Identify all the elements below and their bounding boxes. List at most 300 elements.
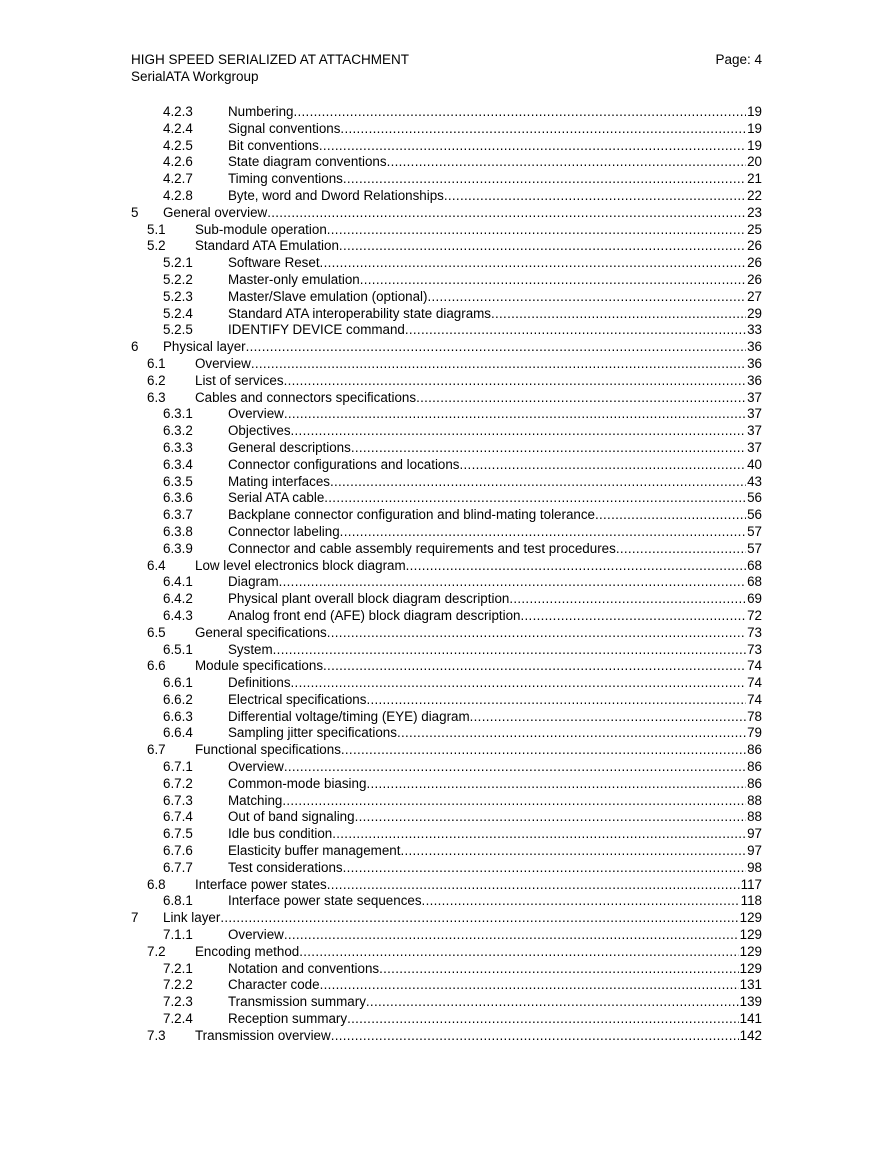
toc-entry-number: 4.2.5	[163, 137, 193, 153]
toc-entry-number: 4.2.4	[163, 120, 193, 136]
toc-entry-line	[228, 793, 762, 810]
toc-entry-page: 37	[747, 406, 762, 422]
toc-entry[interactable]	[131, 524, 762, 541]
toc-entry-line	[228, 826, 762, 843]
toc-entry-page: 21	[747, 171, 762, 187]
toc-entry-line	[228, 692, 762, 709]
toc-entry[interactable]	[131, 255, 762, 272]
toc-entry-number: 6.3.7	[163, 507, 193, 523]
toc-entry-number: 6.7.2	[163, 775, 193, 791]
toc-dot-leader	[282, 793, 746, 810]
toc-entry-page: 68	[747, 557, 762, 573]
toc-entry-line	[195, 238, 762, 255]
toc-entry-line	[195, 625, 762, 642]
toc-dot-leader	[291, 423, 747, 440]
toc-entry-title: Interface power state sequences	[228, 893, 422, 909]
toc-entry-line	[228, 423, 762, 440]
toc-entry-title: Standard ATA interoperability state diagrams	[228, 305, 491, 321]
toc-dot-leader	[366, 776, 746, 793]
toc-entry[interactable]	[131, 457, 762, 474]
toc-dot-leader	[327, 222, 746, 239]
toc-entry-line	[195, 390, 762, 407]
toc-entry-page: 37	[747, 389, 762, 405]
toc-dot-leader	[294, 104, 747, 121]
toc-entry-page: 33	[747, 322, 762, 338]
toc-dot-leader	[460, 457, 747, 474]
toc-entry[interactable]	[131, 322, 762, 339]
toc-entry-number: 6.4.2	[163, 591, 193, 607]
toc-entry-title: IDENTIFY DEVICE command	[228, 322, 405, 338]
toc-entry-title: Signal conventions	[228, 120, 341, 136]
toc-entry-number: 6.7.4	[163, 809, 193, 825]
toc-entry-number: 6.3	[147, 389, 166, 405]
toc-entry-title: Overview	[228, 406, 284, 422]
toc-entry-number: 7.2	[147, 943, 166, 959]
toc-entry[interactable]	[131, 826, 762, 843]
toc-entry-number: 6.7	[147, 742, 166, 758]
toc-entry[interactable]	[131, 188, 762, 205]
toc-entry[interactable]	[131, 759, 762, 776]
toc-entry-page: 129	[739, 960, 762, 976]
toc-entry-page: 73	[747, 641, 762, 657]
toc-entry[interactable]	[131, 238, 762, 255]
toc-entry-number: 7.3	[147, 1027, 166, 1043]
toc-entry-page: 129	[739, 910, 762, 926]
toc-entry-line	[195, 944, 762, 961]
toc-entry-page: 74	[747, 675, 762, 691]
toc-dot-leader	[470, 709, 746, 726]
toc-dot-leader	[521, 608, 747, 625]
toc-dot-leader	[323, 658, 746, 675]
toc-entry-page: 22	[747, 187, 762, 203]
toc-dot-leader	[379, 961, 739, 978]
toc-entry[interactable]	[131, 356, 762, 373]
toc-entry-title: Overview	[228, 759, 284, 775]
toc-entry-number: 6.6.3	[163, 708, 193, 724]
toc-dot-leader	[320, 977, 739, 994]
toc-entry[interactable]	[131, 658, 762, 675]
toc-dot-leader	[422, 893, 740, 910]
toc-entry[interactable]	[131, 222, 762, 239]
toc-entry-number: 5.2.5	[163, 322, 193, 338]
toc-entry-line	[195, 877, 762, 894]
toc-entry-title: Connector and cable assembly requirements and test procedures	[228, 540, 616, 556]
toc-dot-leader	[341, 742, 746, 759]
toc-entry[interactable]	[131, 692, 762, 709]
toc-entry-title: Timing conventions	[228, 171, 343, 187]
toc-entry-title: Byte, word and Dword Relationships	[228, 187, 444, 203]
toc-entry-title: Transmission overview	[195, 1027, 331, 1043]
toc-dot-leader	[343, 171, 746, 188]
toc-entry-page: 129	[739, 927, 762, 943]
toc-dot-leader	[397, 725, 746, 742]
toc-entry-number: 5.2.1	[163, 255, 193, 271]
toc-entry[interactable]	[131, 591, 762, 608]
toc-entry-number: 4.2.7	[163, 171, 193, 187]
toc-entry-line	[195, 742, 762, 759]
toc-dot-leader	[299, 944, 738, 961]
toc-entry-title: Encoding method	[195, 943, 300, 959]
toc-entry-line	[228, 1011, 762, 1028]
toc-entry-number: 6.6.4	[163, 725, 193, 741]
toc-dot-leader	[330, 474, 746, 491]
toc-entry-title: Serial ATA cable	[228, 490, 325, 506]
toc-entry-line	[195, 658, 762, 675]
page-header	[131, 51, 762, 85]
toc-entry-number: 6.3.4	[163, 456, 193, 472]
toc-dot-leader	[220, 910, 738, 927]
toc-entry[interactable]	[131, 339, 762, 356]
toc-entry-title: Overview	[228, 927, 284, 943]
toc-dot-leader	[355, 809, 747, 826]
toc-dot-leader	[406, 558, 746, 575]
toc-entry-number: 6.7.1	[163, 759, 193, 775]
toc-entry-page: 88	[747, 792, 762, 808]
toc-entry[interactable]	[131, 843, 762, 860]
toc-entry-page: 141	[739, 1011, 762, 1027]
toc-entry-number: 6.6	[147, 658, 166, 674]
toc-dot-leader	[331, 1028, 739, 1045]
toc-entry-number: 6.1	[147, 355, 166, 371]
toc-entry[interactable]	[131, 104, 762, 121]
toc-entry-title: Idle bus condition	[228, 826, 333, 842]
toc-entry-page: 56	[747, 507, 762, 523]
toc-entry-title: Connector configurations and locations	[228, 456, 460, 472]
toc-dot-leader	[284, 927, 739, 944]
toc-entry-line	[228, 860, 762, 877]
toc-entry-number: 4.2.8	[163, 187, 193, 203]
toc-entry-page: 20	[747, 154, 762, 170]
toc-entry-page: 129	[739, 943, 762, 959]
toc-entry-number: 4.2.3	[163, 104, 193, 119]
toc-entry-line	[228, 725, 762, 742]
toc-entry[interactable]	[131, 625, 762, 642]
toc-entry[interactable]	[131, 121, 762, 138]
toc-entry-page: 86	[747, 759, 762, 775]
toc-entry-title: Objectives	[228, 423, 291, 439]
toc-entry-line	[195, 356, 762, 373]
toc-entry-number: 6.4.1	[163, 574, 193, 590]
toc-dot-leader	[509, 591, 746, 608]
toc-entry[interactable]	[131, 205, 762, 222]
toc-entry-line	[228, 608, 762, 625]
document-title: HIGH SPEED SERIALIZED AT ATTACHMENT	[131, 52, 410, 67]
toc-entry-title: Backplane connector configuration and blind-mating tolerance	[228, 507, 595, 523]
toc-entry-number: 5.1	[147, 221, 166, 237]
toc-entry-title: Notation and conventions	[228, 960, 380, 976]
toc-entry[interactable]	[131, 272, 762, 289]
toc-entry-line	[195, 222, 762, 239]
toc-entry[interactable]	[131, 793, 762, 810]
toc-entry-title: Functional specifications	[195, 742, 341, 758]
toc-entry-number: 6.5	[147, 624, 166, 640]
toc-entry-line	[228, 961, 762, 978]
toc-entry-line	[163, 339, 762, 356]
toc-entry-title: Interface power states	[195, 876, 327, 892]
toc-entry-line	[228, 306, 762, 323]
toc-entry[interactable]	[131, 994, 762, 1011]
toc-dot-leader	[595, 507, 746, 524]
toc-entry-page: 73	[747, 624, 762, 640]
toc-entry[interactable]	[131, 675, 762, 692]
toc-entry[interactable]	[131, 171, 762, 188]
toc-entry-line	[228, 642, 762, 659]
toc-entry[interactable]	[131, 373, 762, 390]
toc-entry-line	[228, 154, 762, 171]
toc-entry-page: 25	[747, 221, 762, 237]
toc-dot-leader	[320, 255, 747, 272]
toc-entry-number: 6.3.3	[163, 439, 193, 455]
toc-dot-leader	[340, 121, 746, 138]
toc-entry-line	[228, 977, 762, 994]
toc-entry-title: System	[228, 641, 273, 657]
toc-entry-title: Mating interfaces	[228, 473, 330, 489]
toc-dot-leader	[360, 272, 746, 289]
toc-entry-line	[228, 927, 762, 944]
toc-dot-leader	[491, 306, 746, 323]
toc-entry[interactable]	[131, 154, 762, 171]
toc-entry-page: 86	[747, 742, 762, 758]
toc-entry-number: 5.2.2	[163, 271, 193, 287]
toc-entry[interactable]	[131, 961, 762, 978]
toc-entry-title: Master-only emulation	[228, 271, 360, 287]
toc-entry[interactable]	[131, 406, 762, 423]
toc-entry-number: 6.7.3	[163, 792, 193, 808]
toc-entry-number: 6.5.1	[163, 641, 193, 657]
toc-entry-title: Software Reset	[228, 255, 320, 271]
toc-entry-page: 117	[740, 876, 762, 892]
toc-entry-title: Master/Slave emulation (optional)	[228, 288, 428, 304]
toc-entry[interactable]	[131, 809, 762, 826]
toc-entry-line	[228, 322, 762, 339]
toc-dot-leader	[324, 490, 746, 507]
toc-entry-number: 7	[131, 910, 139, 926]
toc-dot-leader	[387, 154, 747, 171]
toc-entry-line	[228, 591, 762, 608]
toc-entry-line	[228, 171, 762, 188]
toc-dot-leader	[616, 541, 746, 558]
toc-entry-title: Transmission summary	[228, 994, 366, 1010]
toc-entry-line	[228, 121, 762, 138]
toc-entry-line	[228, 574, 762, 591]
toc-entry-page: 74	[747, 658, 762, 674]
toc-entry-page: 27	[747, 288, 762, 304]
toc-entry-number: 6.2	[147, 372, 166, 388]
toc-entry-number: 5.2.4	[163, 305, 193, 321]
toc-entry-page: 131	[739, 977, 762, 993]
toc-entry-page: 29	[747, 305, 762, 321]
toc-entry-number: 6.4	[147, 557, 166, 573]
toc-entry[interactable]	[131, 910, 762, 927]
toc-entry-page: 19	[747, 104, 762, 119]
toc-entry[interactable]	[131, 725, 762, 742]
toc-entry-number: 6.3.2	[163, 423, 193, 439]
toc-entry-title: General descriptions	[228, 439, 351, 455]
toc-entry[interactable]	[131, 440, 762, 457]
toc-entry[interactable]	[131, 574, 762, 591]
toc-entry-page: 56	[747, 490, 762, 506]
table-of-contents	[131, 104, 762, 1045]
toc-entry[interactable]	[131, 977, 762, 994]
toc-entry-title: Sub-module operation	[195, 221, 327, 237]
toc-entry-line	[163, 910, 762, 927]
toc-entry-title: Differential voltage/timing (EYE) diagram	[228, 708, 470, 724]
toc-entry-title: Standard ATA Emulation	[195, 238, 339, 254]
toc-entry-page: 139	[739, 994, 762, 1010]
toc-dot-leader	[427, 289, 746, 306]
toc-entry[interactable]	[131, 642, 762, 659]
toc-entry-line	[228, 675, 762, 692]
toc-entry-line	[195, 558, 762, 575]
toc-entry-line	[228, 843, 762, 860]
toc-entry-title: Reception summary	[228, 1011, 348, 1027]
toc-entry-page: 37	[747, 423, 762, 439]
toc-entry-line	[228, 272, 762, 289]
toc-entry[interactable]	[131, 1011, 762, 1028]
toc-entry-page: 26	[747, 238, 762, 254]
toc-entry-number: 6.4.3	[163, 607, 193, 623]
toc-entry-title: Sampling jitter specifications	[228, 725, 397, 741]
toc-entry-number: 6.7.7	[163, 859, 193, 875]
toc-entry[interactable]	[131, 608, 762, 625]
toc-entry-page: 79	[747, 725, 762, 741]
toc-dot-leader	[319, 138, 746, 155]
toc-entry-number: 5	[131, 204, 139, 220]
toc-entry[interactable]	[131, 742, 762, 759]
toc-dot-leader	[327, 877, 740, 894]
toc-entry-title: Numbering	[228, 104, 294, 119]
toc-entry-number: 6.3.8	[163, 523, 193, 539]
toc-dot-leader	[343, 860, 746, 877]
toc-entry-page: 98	[747, 859, 762, 875]
toc-entry-page: 88	[747, 809, 762, 825]
toc-entry-title: Out of band signaling	[228, 809, 355, 825]
toc-dot-leader	[284, 406, 746, 423]
header-top-row	[131, 51, 762, 68]
toc-entry-page: 97	[747, 843, 762, 859]
toc-entry-title: General overview	[163, 204, 268, 220]
toc-entry-title: Low level electronics block diagram	[195, 557, 406, 573]
toc-entry-title: Character code	[228, 977, 320, 993]
toc-entry-number: 6.6.1	[163, 675, 193, 691]
toc-entry-number: 6.7.5	[163, 826, 193, 842]
toc-entry-number: 6.3.9	[163, 540, 193, 556]
toc-entry-line	[228, 709, 762, 726]
toc-entry-title: Cables and connectors specifications	[195, 389, 417, 405]
toc-dot-leader	[405, 322, 746, 339]
toc-entry-number: 6	[131, 339, 139, 355]
toc-entry-title: Physical plant overall block diagram description	[228, 591, 510, 607]
toc-entry[interactable]	[131, 944, 762, 961]
toc-dot-leader	[327, 625, 746, 642]
toc-entry-number: 6.6.2	[163, 691, 193, 707]
toc-dot-leader	[400, 843, 746, 860]
toc-entry-page: 74	[747, 691, 762, 707]
toc-entry-page: 26	[747, 255, 762, 271]
toc-dot-leader	[339, 238, 746, 255]
toc-entry-line	[228, 406, 762, 423]
toc-entry-number: 6.8	[147, 876, 166, 892]
toc-entry[interactable]	[131, 474, 762, 491]
toc-entry-page: 118	[740, 893, 762, 909]
toc-entry-page: 97	[747, 826, 762, 842]
toc-entry-title: Analog front end (AFE) block diagram description	[228, 607, 521, 623]
toc-entry-number: 7.2.1	[163, 960, 193, 976]
toc-dot-leader	[291, 675, 747, 692]
toc-entry-number: 6.8.1	[163, 893, 193, 909]
toc-entry-number: 5.2.3	[163, 288, 193, 304]
toc-entry-page: 19	[747, 120, 762, 136]
toc-dot-leader	[279, 574, 746, 591]
toc-entry-title: State diagram conventions	[228, 154, 387, 170]
toc-entry-page: 142	[739, 1027, 762, 1043]
toc-entry-page: 36	[747, 372, 762, 388]
page-number: Page: 4	[715, 52, 762, 67]
toc-entry-line	[195, 373, 762, 390]
toc-entry[interactable]	[131, 1028, 762, 1045]
toc-entry-page: 57	[747, 523, 762, 539]
toc-entry-title: Elasticity buffer management	[228, 843, 401, 859]
toc-entry[interactable]	[131, 860, 762, 877]
toc-entry-line	[228, 759, 762, 776]
toc-dot-leader	[251, 356, 746, 373]
toc-entry-title: Common-mode biasing	[228, 775, 367, 791]
toc-entry[interactable]	[131, 776, 762, 793]
toc-dot-leader	[347, 1011, 739, 1028]
toc-entry[interactable]	[131, 541, 762, 558]
toc-entry-title: List of services	[195, 372, 284, 388]
toc-entry-line	[228, 490, 762, 507]
toc-entry-page: 72	[747, 607, 762, 623]
toc-entry[interactable]	[131, 507, 762, 524]
toc-dot-leader	[444, 188, 746, 205]
toc-entry[interactable]	[131, 306, 762, 323]
toc-entry[interactable]	[131, 927, 762, 944]
toc-entry-title: General specifications	[195, 624, 327, 640]
header-bottom-row	[131, 68, 762, 85]
toc-entry-line	[228, 776, 762, 793]
toc-entry-line	[228, 524, 762, 541]
toc-entry-title: Diagram	[228, 574, 279, 590]
toc-entry[interactable]	[131, 490, 762, 507]
toc-entry[interactable]	[131, 877, 762, 894]
toc-entry[interactable]	[131, 423, 762, 440]
toc-entry[interactable]	[131, 709, 762, 726]
toc-entry-title: Connector labeling	[228, 523, 340, 539]
toc-entry-title: Matching	[228, 792, 283, 808]
toc-entry-page: 68	[747, 574, 762, 590]
toc-entry-page: 78	[747, 708, 762, 724]
toc-dot-leader	[284, 373, 747, 390]
toc-entry[interactable]	[131, 893, 762, 910]
toc-entry-line	[228, 138, 762, 155]
toc-entry-number: 6.3.5	[163, 473, 193, 489]
toc-entry[interactable]	[131, 289, 762, 306]
toc-entry-title: Electrical specifications	[228, 691, 367, 707]
toc-entry-page: 86	[747, 775, 762, 791]
toc-entry-line	[163, 205, 762, 222]
toc-entry-number: 7.2.4	[163, 1011, 193, 1027]
toc-entry-page: 19	[747, 137, 762, 153]
toc-entry[interactable]	[131, 558, 762, 575]
toc-dot-leader	[273, 642, 746, 659]
toc-entry-line	[228, 893, 762, 910]
toc-entry[interactable]	[131, 390, 762, 407]
toc-entry[interactable]	[131, 138, 762, 155]
toc-entry-line	[228, 104, 762, 121]
toc-entry-line	[228, 809, 762, 826]
workgroup-name: SerialATA Workgroup	[131, 69, 259, 84]
